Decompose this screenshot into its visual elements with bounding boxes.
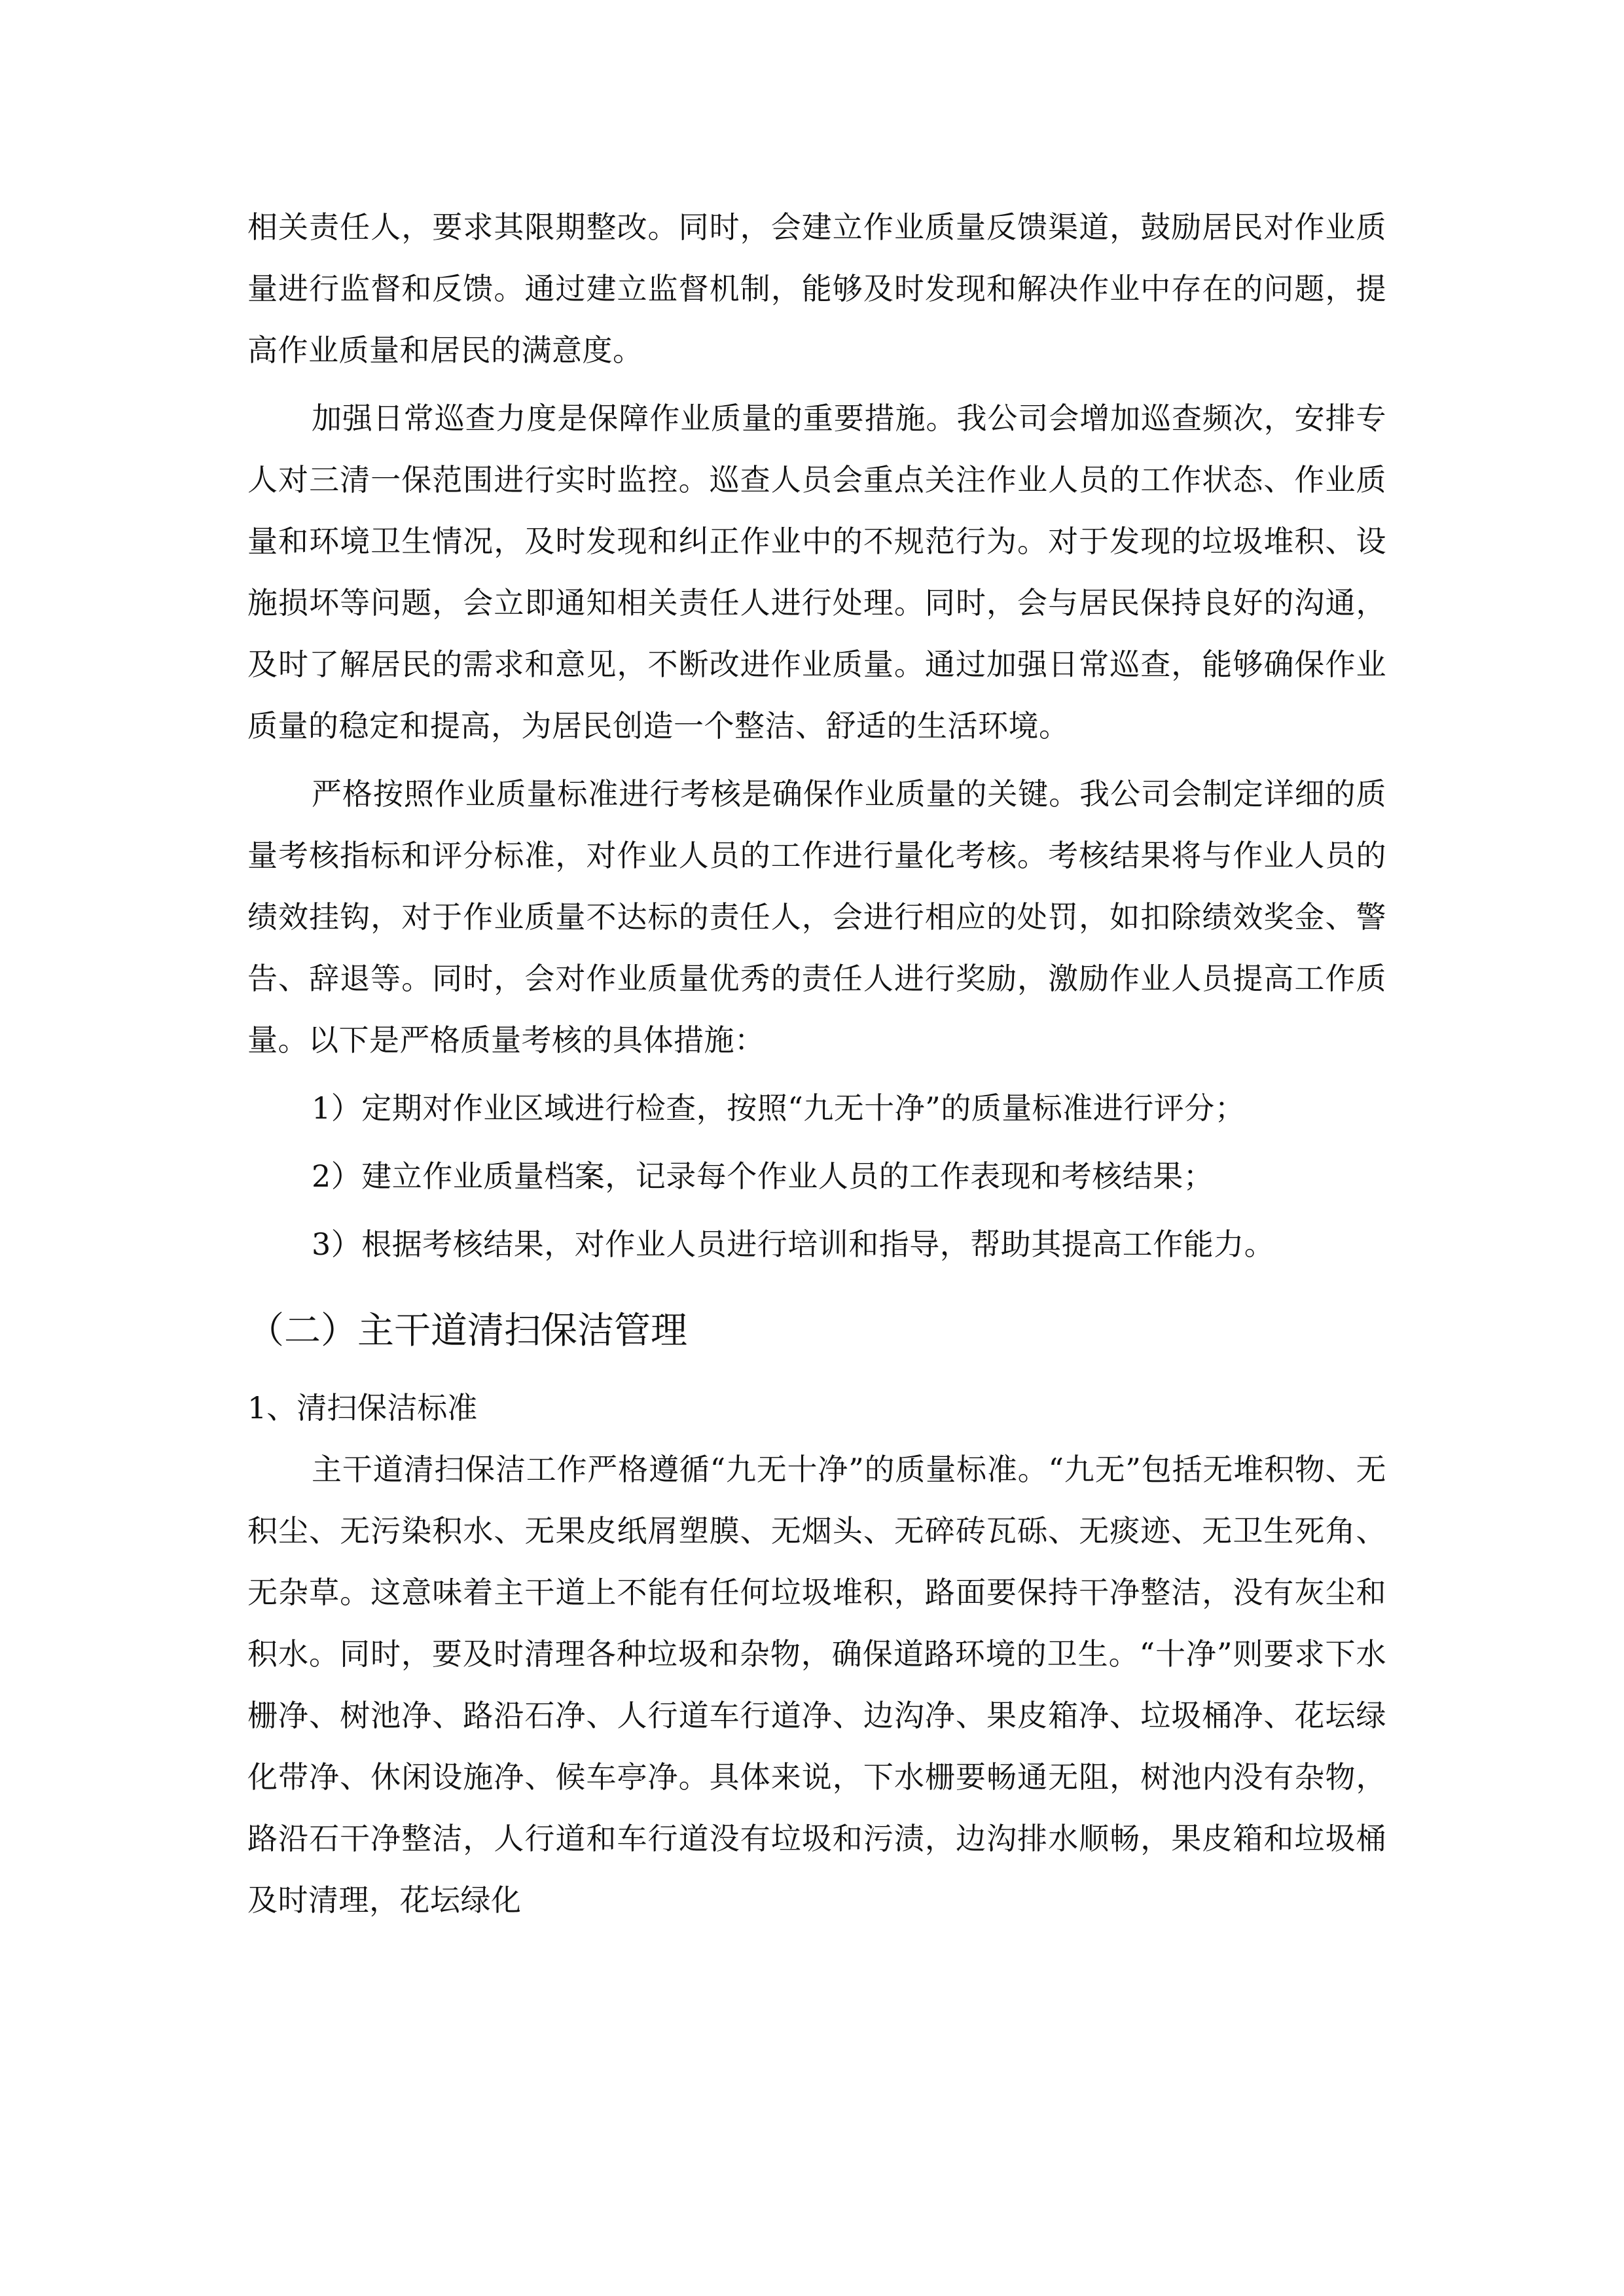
- list-item-1: 1）定期对作业区域进行检查，按照“九无十净”的质量标准进行评分；: [312, 1090, 1246, 1126]
- paragraph-cleaning-standard: 主干道清扫保洁工作严格遵循“九无十净”的质量标准。“九无”包括无堆积物、无积尘、无污染积水、无果皮纸屑塑膜、无烟头、无碎砖瓦砾、无痰迹、无卫生死角、无杂草。这意味着主干道上不能有任何垃圾堆积，路面要保持干净整洁，没有灰尘和积水。同时，要及时清理各种垃圾和杂物，确保道路环境的卫生。“十净”则要求下水栅净、树池净、路沿石净、人行道车行道净、边沟净、果皮箱净、垃圾桶净、花坛绿化带净、休闲设施净、候车亭净。具体来说，下水栅要畅通无阻，树池内没有杂物，路沿石干净整洁，人行道和车行道没有垃圾和污渍，边沟排水顺畅，果皮箱和垃圾桶及时清理，花坛绿化: [247, 1452, 1386, 1918]
- paragraph-quality-assessment: 严格按照作业质量标准进行考核是确保作业质量的关键。我公司会制定详细的质量考核指标和评分标准，对作业人员的工作进行量化考核。考核结果将与作业人员的绩效挂钩，对于作业质量不达标的责任人，会进行相应的处罚，如扣除绩效奖金、警告、辞退等。同时，会对作业质量优秀的责任人进行奖励，激励作业人员提高工作质量。以下是严格质量考核的具体措施：: [247, 776, 1386, 1058]
- list-item-2: 2）建立作业质量档案，记录每个作业人员的工作表现和考核结果；: [312, 1158, 1214, 1194]
- page-content: [247, 196, 1386, 1931]
- paragraph-daily-inspection: 加强日常巡查力度是保障作业质量的重要措施。我公司会增加巡查频次，安排专人对三清一保范围进行实时监控。巡查人员会重点关注作业人员的工作状态、作业质量和环境卫生情况，及时发现和纠正作业中的不规范行为。对于发现的垃圾堆积、设施损坏等问题，会立即通知相关责任人进行处理。同时，会与居民保持良好的沟通，及时了解居民的需求和意见，不断改进作业质量。通过加强日常巡查，能够确保作业质量的稳定和提高，为居民创造一个整洁、舒适的生活环境。: [247, 401, 1386, 744]
- sub-heading: 1、清扫保洁标准: [247, 1390, 478, 1426]
- list-item-3: 3）根据考核结果，对作业人员进行培训和指导，帮助其提高工作能力。: [312, 1227, 1275, 1262]
- paragraph-continuation: 相关责任人，要求其限期整改。同时，会建立作业质量反馈渠道，鼓励居民对作业质量进行监督和反馈。通过建立监督机制，能够及时发现和解决作业中存在的问题，提高作业质量和居民的满意度。: [247, 209, 1386, 368]
- section-heading: （二）主干道清扫保洁管理: [247, 1310, 687, 1352]
